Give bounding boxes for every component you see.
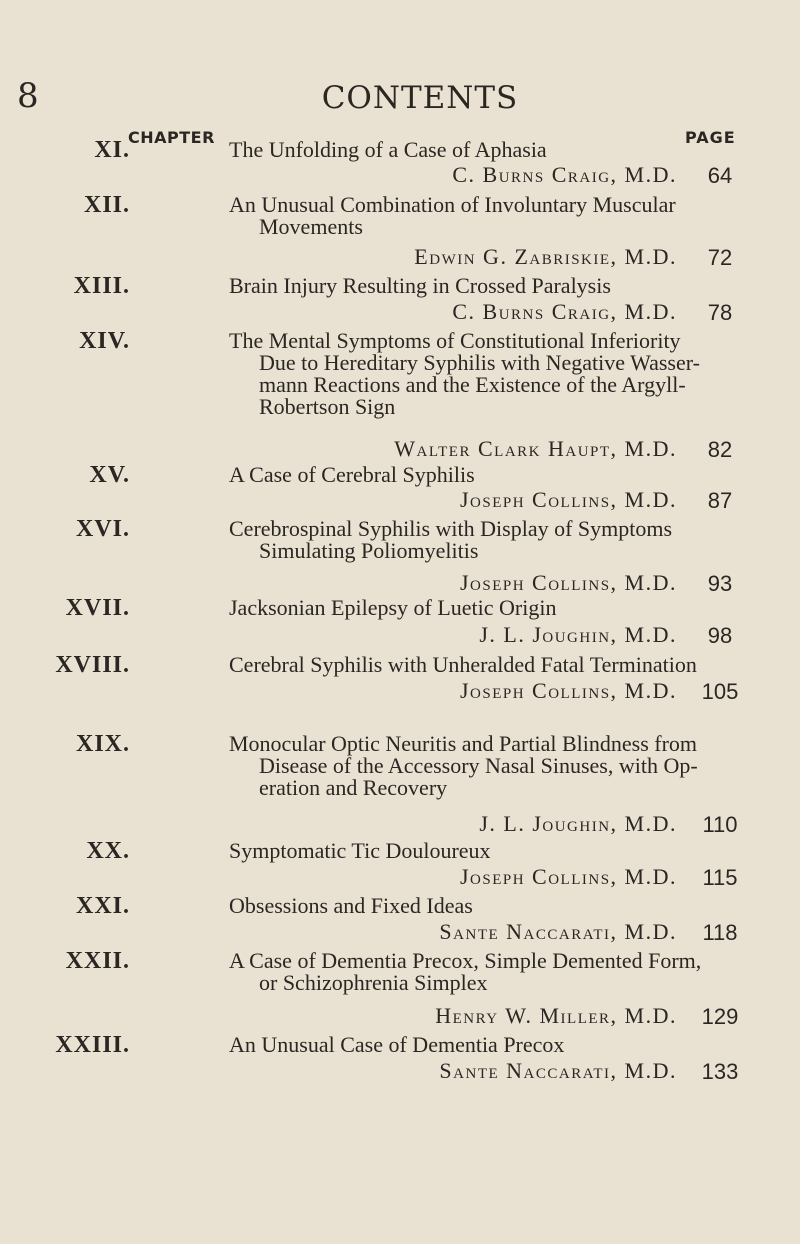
chapter-page-number: 78 bbox=[707, 300, 733, 325]
chapter-page-number: 82 bbox=[707, 437, 733, 462]
chapter-numeral: XVIII. bbox=[55, 652, 130, 678]
chapter-title bbox=[229, 1034, 699, 1056]
chapter-title-line: Obsessions and Fixed Ideas bbox=[229, 893, 473, 918]
chapter-numeral: XII. bbox=[83, 192, 130, 218]
chapter-title-line: An Unusual Case of Dementia Precox bbox=[229, 1032, 565, 1057]
chapter-title bbox=[229, 895, 699, 917]
chapter-title-line: eration and Recovery bbox=[259, 775, 448, 800]
chapter-numeral: XI. bbox=[94, 137, 130, 163]
chapter-title-line: Jacksonian Epilepsy of Luetic Origin bbox=[229, 595, 557, 620]
chapter-author: Edwin G. Zabriskie, M.D. bbox=[414, 244, 677, 269]
chapter-author: Joseph Collins, M.D. bbox=[459, 678, 677, 703]
chapter-title-line: Movements bbox=[259, 214, 363, 239]
chapter-page-number: 64 bbox=[707, 163, 733, 188]
chapter-page-number: 105 bbox=[701, 679, 739, 704]
chapter-title bbox=[229, 733, 699, 799]
chapter-title-line: Disease of the Accessory Nasal Sinuses, with Op- bbox=[259, 753, 698, 778]
chapter-title-line: or Schizophrenia Simplex bbox=[259, 970, 488, 995]
chapter-author: Sante Naccarati, M.D. bbox=[439, 1058, 677, 1083]
chapter-numeral: XX. bbox=[86, 838, 130, 864]
chapter-numeral: XIX. bbox=[75, 731, 130, 757]
chapter-title bbox=[229, 330, 699, 418]
chapter-author: J. L. Joughin, M.D. bbox=[479, 811, 677, 836]
chapter-numeral: XIV. bbox=[79, 328, 130, 354]
chapter-page-number: 72 bbox=[707, 245, 733, 270]
chapter-title bbox=[229, 275, 699, 297]
chapter-numeral: XXII. bbox=[65, 948, 130, 974]
page-number: 8 bbox=[17, 76, 39, 116]
chapter-title bbox=[229, 654, 699, 676]
chapter-column-label: CHAPTER bbox=[128, 128, 215, 147]
chapter-title bbox=[229, 139, 699, 161]
chapter-author: Joseph Collins, M.D. bbox=[459, 487, 677, 512]
chapter-title-line: The Unfolding of a Case of Aphasia bbox=[229, 137, 547, 162]
chapter-author: C. Burns Craig, M.D. bbox=[452, 162, 677, 187]
chapter-page-number: 93 bbox=[707, 571, 733, 596]
chapter-page-number: 87 bbox=[707, 488, 733, 513]
chapter-author: J. L. Joughin, M.D. bbox=[479, 622, 677, 647]
chapter-numeral: XXIII. bbox=[55, 1032, 130, 1058]
chapter-numeral: XVI. bbox=[75, 516, 130, 542]
chapter-title-line: Simulating Poliomyelitis bbox=[259, 538, 479, 563]
chapter-page-number: 98 bbox=[707, 623, 733, 648]
chapter-author: Joseph Collins, M.D. bbox=[459, 570, 677, 595]
chapter-title bbox=[229, 840, 699, 862]
chapter-numeral: XV. bbox=[89, 462, 130, 488]
chapter-numeral: XXI. bbox=[75, 893, 130, 919]
chapter-page-number: 110 bbox=[702, 812, 738, 837]
chapter-numeral: XVII. bbox=[65, 595, 130, 621]
chapter-title-line: Cerebrospinal Syphilis with Display of Symptoms bbox=[229, 516, 673, 541]
chapter-page-number: 133 bbox=[701, 1059, 739, 1084]
chapter-title-line: Monocular Optic Neuritis and Partial Blindness from bbox=[229, 731, 698, 756]
chapter-author: Henry W. Miller, M.D. bbox=[435, 1003, 677, 1028]
chapter-title-line: Due to Hereditary Syphilis with Negative Wasser- bbox=[259, 350, 700, 375]
chapter-author: C. Burns Craig, M.D. bbox=[452, 299, 677, 324]
chapter-author: Joseph Collins, M.D. bbox=[459, 864, 677, 889]
chapter-title bbox=[229, 518, 699, 562]
page-column-label: PAGE bbox=[685, 128, 736, 147]
chapter-numeral: XIII. bbox=[73, 273, 130, 299]
chapter-title-line: A Case of Dementia Precox, Simple Demented Form, bbox=[229, 948, 702, 973]
chapter-title-line: mann Reactions and the Existence of the Argyll- bbox=[259, 372, 686, 397]
chapter-title bbox=[229, 948, 702, 995]
running-head: CONTENTS bbox=[321, 80, 519, 116]
chapter-title bbox=[229, 464, 699, 486]
chapter-author: Walter Clark Haupt, M.D. bbox=[394, 436, 677, 461]
chapter-title-line: The Mental Symptoms of Constitutional Inferiority bbox=[229, 328, 681, 353]
chapter-title bbox=[229, 597, 699, 619]
chapter-title-line: Robertson Sign bbox=[259, 394, 396, 419]
chapter-title-line: An Unusual Combination of Involuntary Muscular bbox=[229, 192, 676, 217]
chapter-title-line: Brain Injury Resulting in Crossed Paralysis bbox=[229, 273, 611, 298]
chapter-page-number: 115 bbox=[702, 865, 738, 890]
chapter-title bbox=[229, 194, 699, 238]
chapter-page-number: 129 bbox=[701, 1004, 739, 1029]
chapter-title-line: Cerebral Syphilis with Unheralded Fatal Termination bbox=[229, 652, 697, 677]
chapter-page-number: 118 bbox=[702, 920, 738, 945]
chapter-author: Sante Naccarati, M.D. bbox=[439, 919, 677, 944]
chapter-title-line: A Case of Cerebral Syphilis bbox=[229, 462, 475, 487]
chapter-title-line: Symptomatic Tic Douloureux bbox=[229, 838, 491, 863]
